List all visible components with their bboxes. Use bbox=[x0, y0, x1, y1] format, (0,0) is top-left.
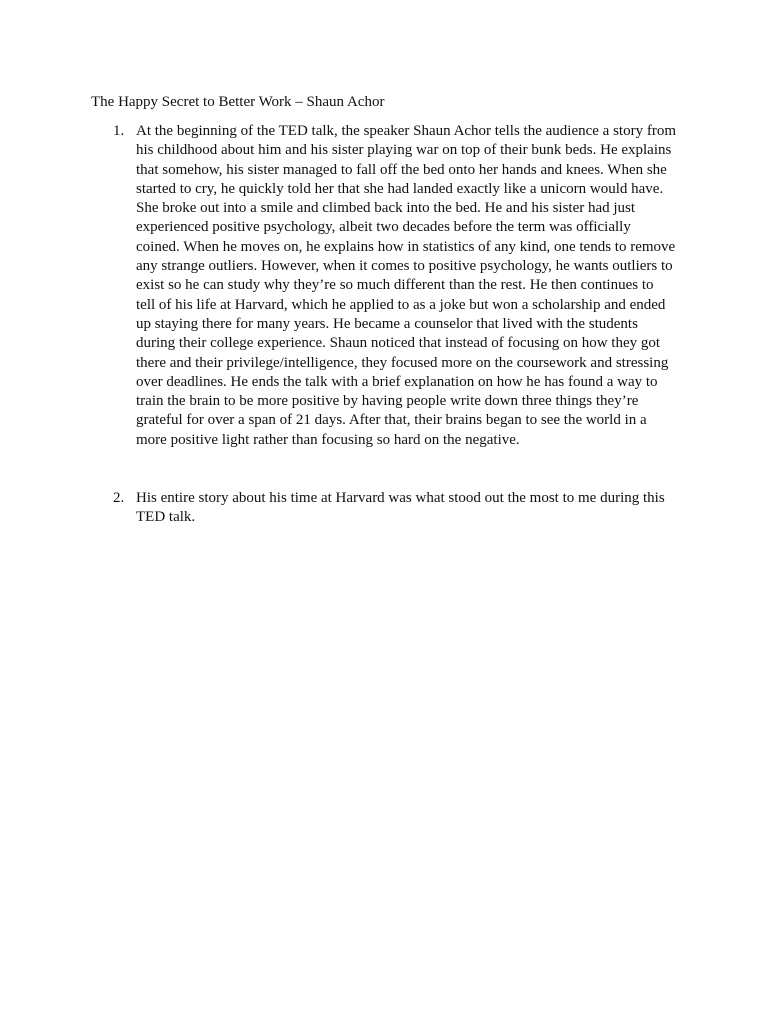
text-line: train the brain to be more positive by having people write down three things they’re bbox=[136, 393, 639, 410]
text-line: grateful for over a span of 21 days. After that, their brains began to see the world in a bbox=[136, 412, 647, 429]
list-item-number: 2. bbox=[113, 490, 125, 506]
text-line: exist so he can study why they’re so much different than the rest. He then continues to bbox=[136, 277, 654, 294]
text-line: any strange outliers. However, when it comes to positive psychology, he wants outliers to bbox=[136, 258, 673, 275]
list-item-text bbox=[136, 122, 681, 450]
text-line: tell of his life at Harvard, which he applied to as a joke but won a scholarship and ended bbox=[136, 296, 666, 313]
text-line: up staying there for many years. He became a counselor that lived with the students bbox=[136, 315, 638, 332]
text-line: experienced positive psychology, albeit two decades before the term was officially bbox=[136, 219, 631, 236]
text-line: during their college experience. Shaun noticed that instead of focusing on how they got bbox=[136, 335, 661, 352]
list-item-text bbox=[136, 489, 681, 528]
text-line: TED talk. bbox=[136, 509, 196, 526]
text-line: His entire story about his time at Harvard was what stood out the most to me during this bbox=[136, 490, 665, 506]
document-title: The Happy Secret to Better Work – Shaun Achor bbox=[91, 94, 385, 110]
text-line: She broke out into a smile and climbed back into the bed. He and his sister had just bbox=[136, 200, 636, 217]
text-line: over deadlines. He ends the talk with a brief explanation on how he has found a way to bbox=[136, 373, 658, 390]
text-line: more positive light rather than focusing so hard on the negative. bbox=[136, 431, 520, 448]
list-item-number: 1. bbox=[113, 123, 125, 139]
text-line: started to cry, he quickly told her that she had landed exactly like a unicorn would have. bbox=[136, 180, 664, 197]
text-line: that somehow, his sister managed to fall off the bed onto her hands and knees. When she bbox=[136, 161, 667, 178]
text-line: his childhood about him and his sister playing war on top of their bunk beds. He explains bbox=[136, 142, 672, 159]
text-line: coined. When he moves on, he explains how in statistics of any kind, one tends to remove bbox=[136, 238, 676, 255]
text-line: there and their privilege/intelligence, they focused more on the coursework and stressing bbox=[136, 354, 669, 371]
text-line: At the beginning of the TED talk, the speaker Shaun Achor tells the audience a story from bbox=[136, 123, 676, 139]
